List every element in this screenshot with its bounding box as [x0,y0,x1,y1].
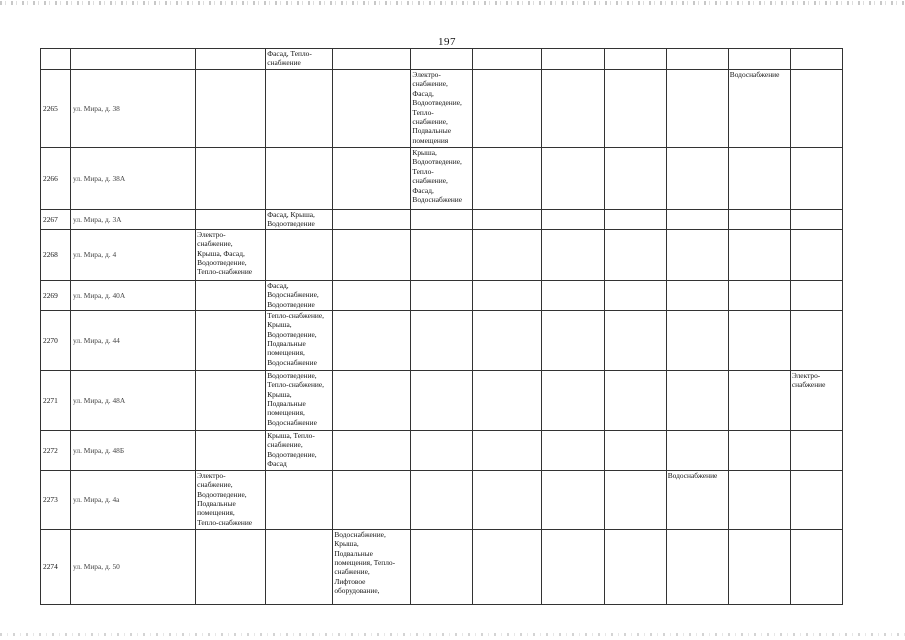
row-number: 2271 [41,370,71,430]
cell [266,529,333,604]
cell [604,310,666,370]
cell [604,470,666,529]
cell [728,210,790,230]
cell [473,280,541,310]
row-address: ул. Мира, д. 40А [71,280,196,310]
cell [473,310,541,370]
row-number: 2268 [41,229,71,280]
cell [666,280,728,310]
row-address: ул. Мира, д. 38 [71,70,196,148]
row-address: ул. Мира, д. 48Б [71,430,196,470]
row-number: 2270 [41,310,71,370]
cell [196,529,266,604]
cell [666,310,728,370]
cell [541,229,604,280]
cell [541,310,604,370]
cell [473,70,541,148]
cell [196,280,266,310]
cell [473,210,541,230]
cell-work-types: Электро- снабжение, Водоотведение, Подвальные помещения, Тепло-снабжение [196,470,266,529]
cell [473,229,541,280]
cell-work-types: Водоснабжение [728,70,790,148]
cell [790,280,842,310]
cell [541,430,604,470]
row-number: 2273 [41,470,71,529]
cell [196,310,266,370]
cell [728,280,790,310]
cell [411,310,473,370]
scan-noise-top [0,1,905,5]
cell [728,148,790,210]
cell-work-types: Электро- снабжение [790,370,842,430]
cell [333,148,411,210]
cell [411,430,473,470]
row-number: 2272 [41,430,71,470]
row-address: ул. Мира, д. 38А [71,148,196,210]
cell [411,529,473,604]
row-address: ул. Мира, д. 44 [71,310,196,370]
table-row [41,430,843,470]
cell-num [41,49,71,70]
cell [790,529,842,604]
cell [473,148,541,210]
cell-work-types: Крыша, Тепло- снабжение, Водоотведение, Фасад [266,430,333,470]
table-row [41,529,843,604]
cell [541,470,604,529]
table-row [41,210,843,230]
row-number: 2265 [41,70,71,148]
table-row [41,470,843,529]
cell [473,430,541,470]
cell [604,229,666,280]
cell [728,470,790,529]
cell [541,210,604,230]
cell-work-types: Электро- снабжение, Фасад, Водоотведение, Тепло- снабжение, Подвальные помещения [411,70,473,148]
cell [266,70,333,148]
cell [333,210,411,230]
cell [728,430,790,470]
cell-work-types: Фасад, Тепло- снабжение [266,49,333,70]
cell [790,49,842,70]
cell [411,370,473,430]
cell [666,229,728,280]
cell [728,49,790,70]
cell [196,49,266,70]
repair-schedule-table [40,48,843,605]
cell [790,70,842,148]
cell [411,280,473,310]
table-row [41,280,843,310]
row-number: 2274 [41,529,71,604]
cell [666,70,728,148]
row-address: ул. Мира, д. 4 [71,229,196,280]
cell [333,49,411,70]
table-row [41,310,843,370]
cell [604,49,666,70]
cell [196,370,266,430]
page-number: 197 [438,36,456,48]
cell [790,310,842,370]
cell [604,210,666,230]
cell [473,49,541,70]
cell [333,470,411,529]
cell [541,370,604,430]
cell [604,280,666,310]
cell [333,280,411,310]
cell-work-types: Тепло-снабжение, Крыша, Водоотведение, Подвальные помещения, Водоснабжение [266,310,333,370]
cell [541,70,604,148]
table-row [41,148,843,210]
cell-work-types: Фасад, Водоснабжение, Водоотведение [266,280,333,310]
cell [411,470,473,529]
cell [728,310,790,370]
row-address: ул. Мира, д. 4а [71,470,196,529]
cell [666,49,728,70]
row-number: 2269 [41,280,71,310]
cell [473,529,541,604]
cell-work-types: Водоснабжение, Крыша, Подвальные помещения, Тепло- снабжение, Лифтовое оборудование, [333,529,411,604]
cell [333,229,411,280]
cell-work-types: Электро- снабжение, Крыша, Фасад, Водоотведение, Тепло-снабжение [196,229,266,280]
table-body [41,49,843,605]
cell [333,310,411,370]
cell [411,210,473,230]
cell [790,470,842,529]
table-row-continuation [41,49,843,70]
cell [666,430,728,470]
cell [196,430,266,470]
cell [790,148,842,210]
cell-work-types: Крыша, Водоотведение, Тепло- снабжение, Фасад, Водоснабжение [411,148,473,210]
row-address: ул. Мира, д. 50 [71,529,196,604]
cell [790,210,842,230]
cell [604,148,666,210]
cell [541,148,604,210]
cell [541,280,604,310]
cell-address [71,49,196,70]
cell [333,370,411,430]
cell [473,370,541,430]
cell [266,229,333,280]
cell [473,470,541,529]
cell [728,229,790,280]
cell [196,70,266,148]
cell [666,529,728,604]
row-address: ул. Мира, д. 48А [71,370,196,430]
cell [790,229,842,280]
cell [728,529,790,604]
cell [411,229,473,280]
cell [604,430,666,470]
cell [604,70,666,148]
cell [604,529,666,604]
scan-noise-bottom [0,633,905,636]
cell [666,370,728,430]
table-row [41,370,843,430]
row-number: 2267 [41,210,71,230]
cell [790,430,842,470]
cell [333,430,411,470]
table-row [41,229,843,280]
cell-work-types: Фасад, Крыша, Водоотведение [266,210,333,230]
cell-work-types: Водоотведение, Тепло-снабжение, Крыша, Подвальные помещения, Водоснабжение [266,370,333,430]
cell [196,148,266,210]
cell-work-types: Водоснабжение [666,470,728,529]
cell [266,148,333,210]
cell [728,370,790,430]
cell [333,70,411,148]
cell [541,49,604,70]
cell [411,49,473,70]
cell [666,148,728,210]
table-row [41,70,843,148]
cell [541,529,604,604]
row-address: ул. Мира, д. 3А [71,210,196,230]
cell [196,210,266,230]
cell [266,470,333,529]
row-number: 2266 [41,148,71,210]
cell [604,370,666,430]
cell [666,210,728,230]
